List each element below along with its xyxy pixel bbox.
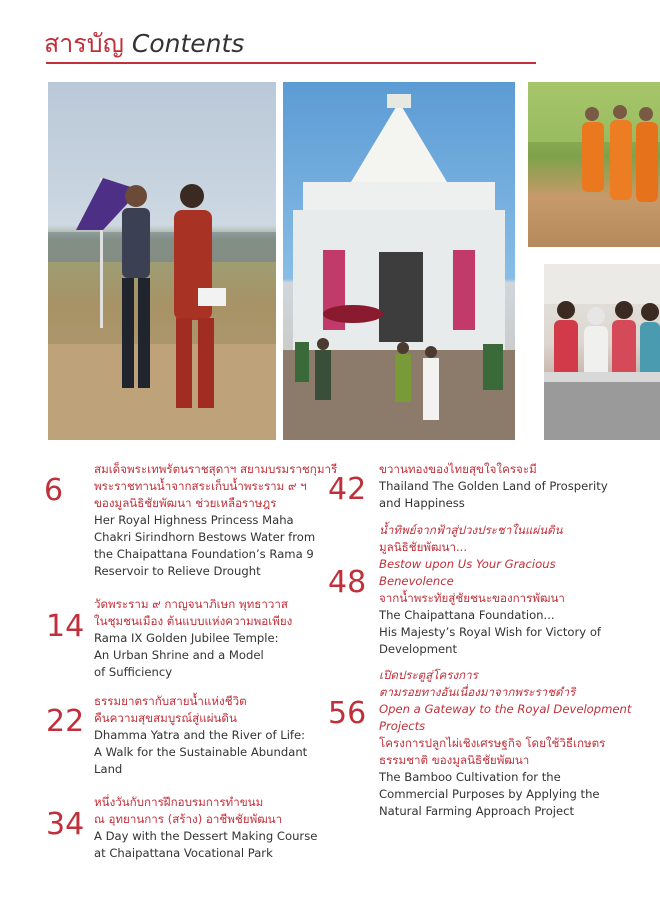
entry-english-line: the Chaipattana Foundation’s Rama 9 (94, 547, 314, 561)
entry-english-line: An Urban Shrine and a Model (94, 648, 264, 662)
entry-text (94, 794, 317, 862)
entry-thai-line: หนึ่งวันกับการฝึกอบรมการทำขนม (94, 795, 264, 809)
entry-text (94, 693, 307, 778)
entry-english-line: A Day with the Dessert Making Course (94, 829, 318, 843)
entry-english-line: Rama IX Golden Jubilee Temple: (94, 631, 279, 645)
entry-english-line: Land (94, 762, 123, 776)
temple-ceremony-photo (283, 82, 515, 440)
page-number: 34 (46, 807, 85, 842)
entry-english-line: Thailand The Golden Land of Prosperity (379, 479, 608, 493)
entry-english-line: Commercial Purposes by Applying the (379, 787, 600, 801)
title-underline (46, 62, 536, 64)
entry-english-line: Benevolence (379, 574, 454, 588)
page-number: 22 (46, 704, 85, 739)
entry-english-line: Bestow upon Us Your Gracious (379, 557, 556, 571)
entry-thai-line: ธรรมยาตรากับสายน้ำแห่งชีวิต (94, 694, 247, 708)
monks-walking-photo (528, 82, 660, 247)
entry-thai-line: ตามรอยทางอันเนื่องมาจากพระราชดำริ (379, 685, 576, 699)
entry-thai-line: คืนความสุขสมบูรณ์สู่แผ่นดิน (94, 711, 237, 725)
entry-thai-line: ณ อุทยานการ (สร้าง) อาชีพชัยพัฒนา (94, 812, 283, 826)
page-number: 14 (46, 609, 85, 644)
entry-thai-line: โครงการปลูกไผ่เชิงเศรษฐกิจ โดยใช้วิธีเกษตร (379, 736, 606, 750)
page-number: 42 (328, 472, 367, 507)
entry-thai-line: สมเด็จพระเทพรัตนราชสุดาฯ สยามบรมราชกุมารี (94, 462, 338, 476)
entry-english-line: Reservoir to Relieve Drought (94, 564, 261, 578)
entry-english-line: The Chaipattana Foundation... (379, 608, 555, 622)
page-number: 56 (328, 696, 367, 731)
entry-thai-line: มูลนิธิชัยพัฒนา... (379, 540, 468, 554)
page-title (44, 24, 244, 64)
dessert-course-illustration (544, 264, 660, 440)
entry-thai-line: พระราชทานน้ำจากสระเก็บน้ำพระราม ๙ ฯ (94, 479, 307, 493)
page-number: 6 (44, 473, 64, 508)
entry-thai-line: เปิดประตูสู่โครงการ (379, 668, 478, 682)
entry-thai-line: วัดพระราม ๙ กาญจนาภิเษก พุทธาวาส (94, 597, 288, 611)
entry-thai-line: ของมูลนิธิชัยพัฒนา ช่วยเหลือราษฎร (94, 496, 277, 510)
entry-thai-line: จากน้ำพระทัยสู่ชัยชนะของการพัฒนา (379, 591, 565, 605)
entry-english-line: Open a Gateway to the Royal Development (379, 702, 632, 716)
entry-english-line: Projects (379, 719, 426, 733)
entry-thai-line: น้ำทิพย์จากฟ้าสู่ปวงประชาในแผ่นดิน (379, 523, 563, 537)
entry-thai-line: ธรรมชาติ ของมูลนิธิชัยพัฒนา (379, 753, 530, 767)
temple-illustration (283, 82, 515, 440)
entry-text (379, 667, 631, 820)
entry-english-line: of Sufficiency (94, 665, 173, 679)
entry-english-line: A Walk for the Sustainable Abundant (94, 745, 308, 759)
dessert-course-photo (544, 264, 660, 440)
entry-english-line: Natural Farming Approach Project (379, 804, 575, 818)
princess-walking-illustration (48, 82, 276, 440)
monks-illustration (528, 82, 660, 247)
page-number: 48 (328, 565, 367, 600)
title-english: Contents (131, 29, 245, 58)
entry-text (379, 461, 608, 512)
entry-english-line: Dhamma Yatra and the River of Life: (94, 728, 306, 742)
princess-walking-photo (48, 82, 276, 440)
entry-text (94, 461, 337, 580)
entry-thai-line: ในชุมชนเมือง ต้นแบบแห่งความพอเพียง (94, 614, 293, 628)
entry-text (379, 522, 601, 658)
title-thai: สารบัญ (44, 29, 124, 58)
entry-english-line: Her Royal Highness Princess Maha (94, 513, 294, 527)
entry-english-line: His Majesty’s Royal Wish for Victory of (379, 625, 602, 639)
entry-english-line: at Chaipattana Vocational Park (94, 846, 273, 860)
entry-english-line: Chakri Sirindhorn Bestows Water from (94, 530, 316, 544)
entry-english-line: The Bamboo Cultivation for the (379, 770, 561, 784)
entry-thai-line: ขวานทองของไทยสุขใจใครจะมี (379, 462, 537, 476)
entry-english-line: and Happiness (379, 496, 465, 510)
entry-text (94, 596, 292, 681)
entry-english-line: Development (379, 642, 458, 656)
